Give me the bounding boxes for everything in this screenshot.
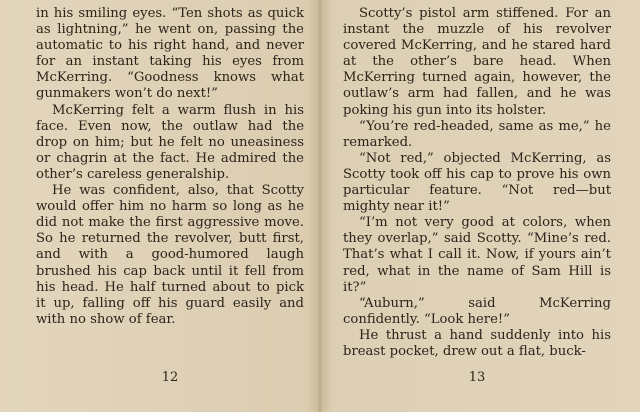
paragraph: “Auburn,” said McKerring confidently. “Look here!” <box>343 295 611 327</box>
paragraph: “You’re red-headed, same as me,” he remarked. <box>343 118 611 150</box>
paragraph: Scotty’s pistol arm stiffened. For an instant the muzzle of his revolver covered McKerring, and he stared hard at the other’s bare head. When McKerring turned again, however, the outlaw’s arm had fallen, and he was poking his gun into its holster. <box>343 6 611 118</box>
right-page <box>343 6 611 406</box>
page-number: 13 <box>468 370 486 385</box>
paragraph: He thrust a hand suddenly into his breast pocket, drew out a flat, buck- <box>343 327 611 359</box>
paragraph: in his smiling eyes. “Ten shots as quick as lightning,” he went on, passing the automatic to his right hand, and never for an instant taking his eyes from McKerring. “Goodness knows what gunmakers won’t do next!” <box>36 6 304 102</box>
left-page <box>36 6 304 406</box>
paragraph: “I’m not very good at colors, when they overlap,” said Scotty. “Mine’s red. That’s what I call it. Now, if yours ain’t red, what in the name of Sam Hill is it?” <box>343 215 611 295</box>
page-number: 12 <box>161 370 179 385</box>
paragraph: He was confident, also, that Scotty would offer him no harm so long as he did not make the first aggressive move. So he returned the revolver, butt first, and with a good-humored laugh brushed his cap back until it fell from his head. He half turned about to pick it up, falling off his guard easily and with no show of fear. <box>36 183 304 327</box>
book-gutter <box>318 0 322 412</box>
paragraph: “Not red,” objected McKerring, as Scotty took off his cap to prove his own particular feature. “Not red—but mighty near it!” <box>343 150 611 215</box>
paragraph: McKerring felt a warm flush in his face. Even now, the outlaw had the drop on him; but he felt no uneasiness or chagrin at the fact. He admired the other’s careless generalship. <box>36 102 304 182</box>
